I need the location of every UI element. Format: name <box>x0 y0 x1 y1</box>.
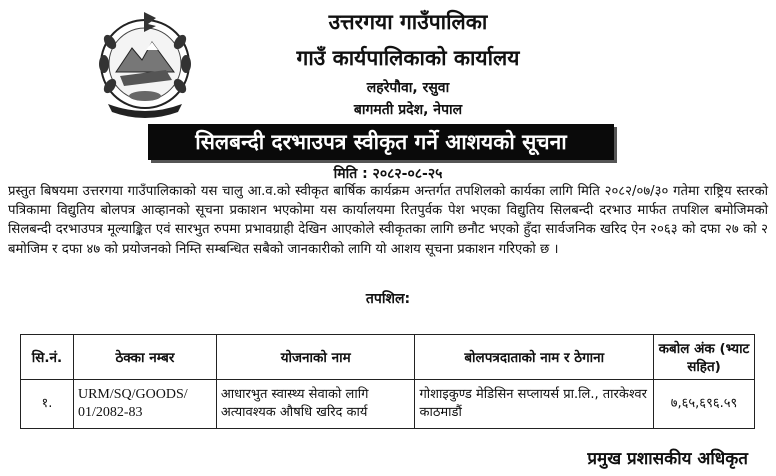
award-table <box>20 334 755 429</box>
header-sn: सि.नं. <box>21 335 74 380</box>
cell-contract-no: URM/SQ/GOODS/ 01/2082-83 <box>73 380 216 429</box>
table-header-row <box>21 335 755 380</box>
body-paragraph: प्रस्तुत बिषयमा उत्तरगया गाउँपालिकाको यस चालु आ.व.को स्वीकृत बार्षिक कार्यक्रम अन्तर्गत तपशिलको कार्यका लागि मिति २०८२/०७/३० गतेमा राष्ट्रिय स्तरको पत्रिकामा विद्युतिय बोलपत्र आव्हानको सूचना प्रकाशन भएकोमा यस कार्यालयमा रितपुर्वक पेश भएका विद्युतिय सिलबन्दी दरभाउ मार्फत तपशिल बमोजिमको सिलबन्दी दरभाउपत्र मूल्याङ्कित एवं सारभुत रुपमा प्रभावग्राही देखिन आएकोले स्वीकृतका लागि छनौट भएको हुँदा सार्वजनिक खरिद ऐन २०६३ को दफा २७ को २ बमोजिम र दफा ४७ को प्रयोजनको निम्ति सम्बन्धित सबैको जानकारीको लागि यो आशय सूचना प्रकाशन गरिएको छ । <box>8 184 768 257</box>
table-row <box>21 380 755 429</box>
office-name: गाउँ कार्यपालिकाको कार्यालय <box>296 46 520 70</box>
municipality-name: उत्तरगया गाउँपालिका <box>328 10 488 34</box>
office-province: बागमती प्रदेश, नेपाल <box>353 102 463 118</box>
details-label: तपशिल: <box>365 291 411 307</box>
header-bidder: बोलपत्रदाताको नाम र ठेगाना <box>415 335 654 380</box>
cell-amount: ७,६५,६९६.५९ <box>654 380 755 429</box>
cell-project: आधारभुत स्वास्थ्य सेवाको लागि अत्यावश्यक औषधि खरिद कार्य <box>216 380 415 429</box>
notice-date: मिति : २०८२-०८-२५ <box>333 166 443 182</box>
cell-sn: १. <box>21 380 74 429</box>
signatory-title: प्रमुख प्रशासकीय अधिकृत <box>587 449 748 469</box>
cell-bidder: गोशाइकुण्ड मेडिसिन सप्लायर्स प्रा.लि., तारकेश्वर काठमाडौं <box>415 380 654 429</box>
header-project: योजनाको नाम <box>216 335 415 380</box>
notice-body <box>8 182 768 259</box>
notice-title: सिलबन्दी दरभाउपत्र स्वीकृत गर्ने आशयको सूचना <box>148 124 614 160</box>
header-contract-no: ठेक्का नम्बर <box>73 335 216 380</box>
header-amount: कबोल अंक (भ्याट सहित) <box>654 335 755 380</box>
office-location: लहरेपौवा, रसुवा <box>366 80 450 96</box>
